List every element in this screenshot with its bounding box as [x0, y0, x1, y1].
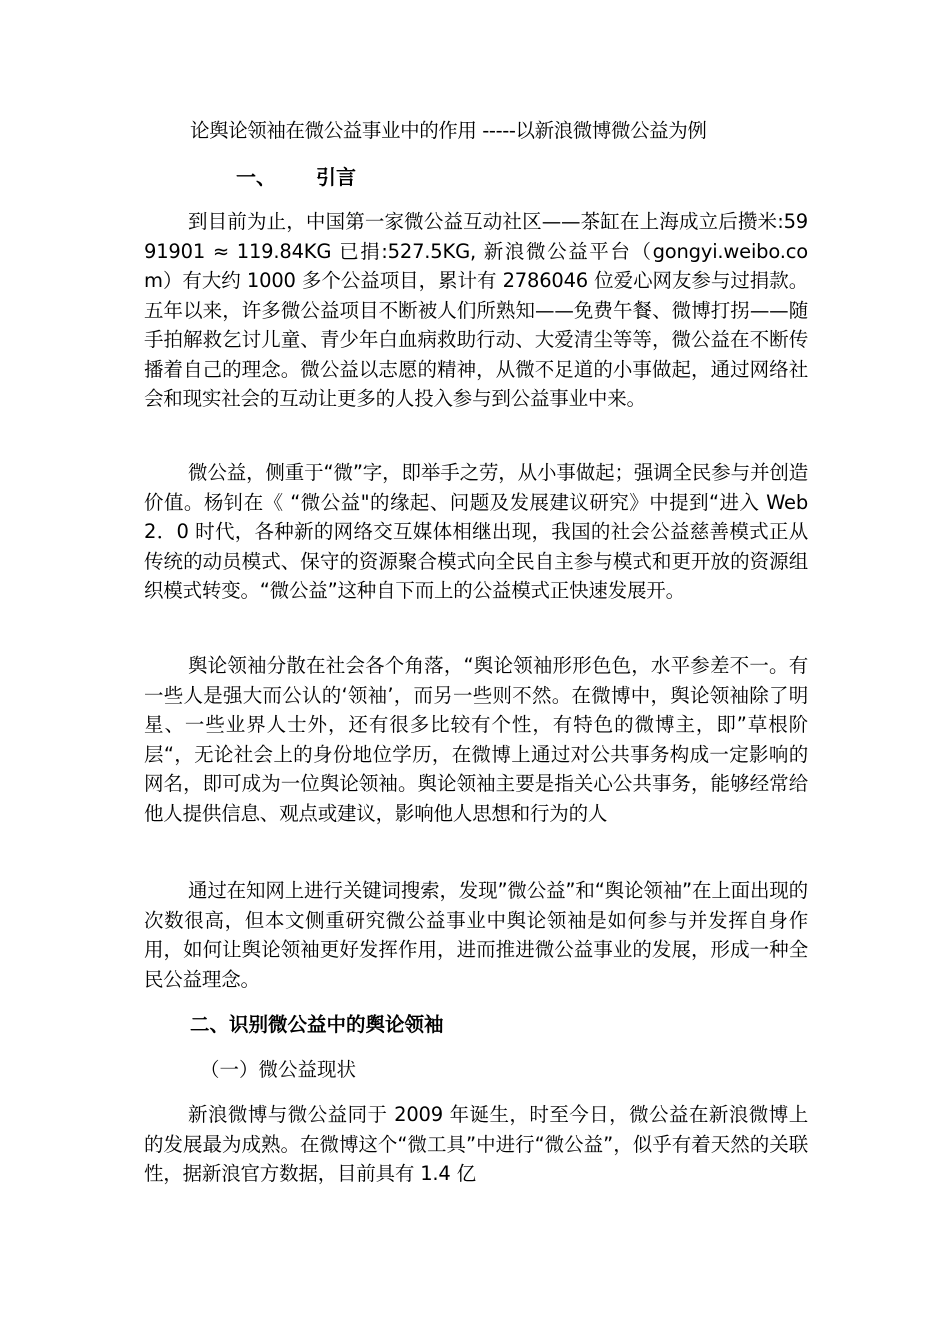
- subsection-heading: （一）微公益现状: [200, 1058, 357, 1081]
- section-two-heading: 二、识别微公益中的舆论领袖: [190, 1013, 444, 1036]
- paragraph-current-status: 新浪微博与微公益同于 2009 年诞生，时至今日，微公益在新浪微博上的发展最为成熟。在微博这个“微工具”中进行“微公益”，似乎有着天然的关联性，据新浪官方数据，目前具有 1.4 亿: [144, 1103, 808, 1185]
- paragraph-introduction: 到目前为止，中国第一家微公益互动社区——茶缸在上海成立后攒米:5991901 ≈ 119.84KG 已捐:527.5KG, 新浪微公益平台（gongyi.weibo.com）有大约 1000 多个公益项目，累计有 2786046 位爱心网友参与过捐款。五年以来，许多微公益项目不断被人们所熟知——免费午餐、微博打拐——随手拍解救乞讨儿童、青少年白血病救助行动、大爱清尘等等，微公益在不断传播着自己的理念。微公益以志愿的精神，从微不足道的小事做起，通过网络社会和现实社会的互动让更多的人投入参与到公益事业中来。: [144, 210, 808, 410]
- document-title: 论舆论领袖在微公益事业中的作用 -----以新浪微博微公益为例: [190, 119, 707, 142]
- section-heading: 引言: [316, 165, 356, 189]
- paragraph-micro-charity: 微公益，侧重于“微”字，即举手之劳，从小事做起；强调全民参与并创造价值。杨钊在《 “微公益"的缘起、问题及发展建议研究》中提到“进入 Web2．0 时代，各种新的网络交互媒体相继出现，我国的社会公益慈善模式正从传统的动员模式、保守的资源聚合模式向全民自主参与模式和更开放的资源组织模式转变。“微公益”这种自下而上的公益模式正快速发展开。: [144, 461, 808, 602]
- section-number: 一、: [236, 165, 276, 189]
- paragraph-opinion-leaders: 舆论领袖分散在社会各个角落，“舆论领袖形形色色，水平参差不一。有一些人是强大而公认的‘领袖’，而另一些则不然。在微博中，舆论领袖除了明星、一些业界人士外，还有很多比较有个性，有特色的微博主，即”草根阶层“，无论社会上的身份地位学历，在微博上通过对公共事务构成一定影响的网名，即可成为一位舆论领袖。舆论领袖主要是指关心公共事务，能够经常给他人提供信息、观点或建议，影响他人思想和行为的人: [144, 654, 808, 825]
- paragraph-research-focus: 通过在知网上进行关键词搜索，发现”微公益”和“舆论领袖”在上面出现的次数很高，但本文侧重研究微公益事业中舆论领袖是如何参与并发挥自身作用，如何让舆论领袖更好发挥作用，进而推进微公益事业的发展，形成一种全民公益理念。: [144, 879, 808, 991]
